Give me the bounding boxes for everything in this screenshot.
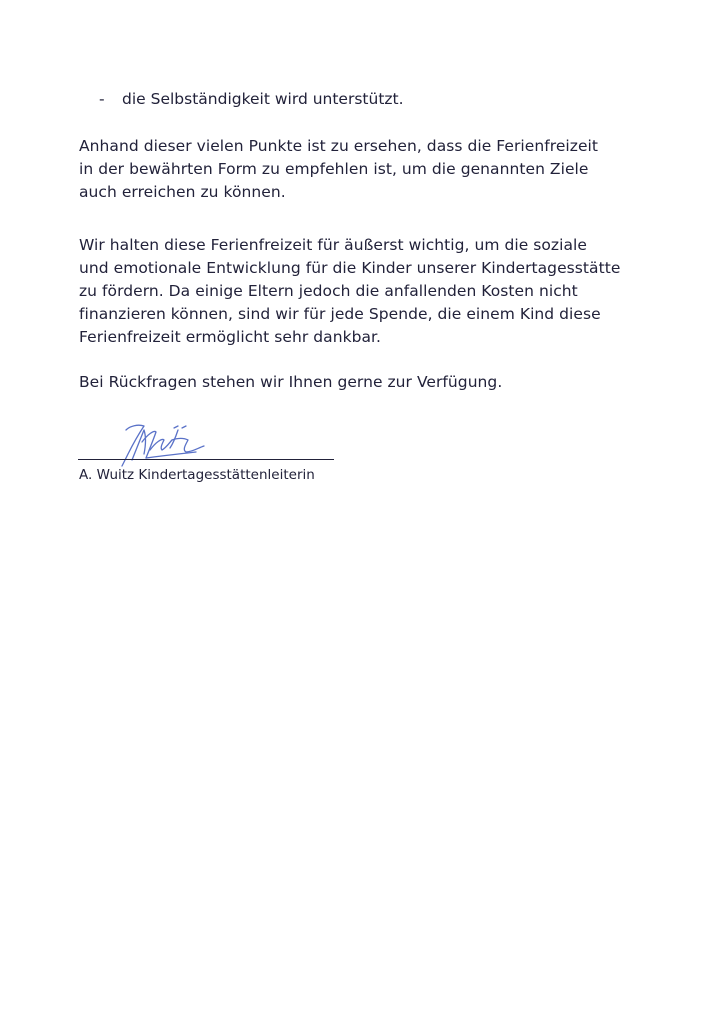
paragraph-line: Wir halten diese Ferienfreizeit für äußerst wichtig, um die soziale [79,236,587,254]
paragraph-line: und emotionale Entwicklung für die Kinder unserer Kindertagesstätte [79,259,621,277]
signature-caption: A. Wuitz Kindertagesstättenleiterin [79,467,315,483]
paragraph-line: Anhand dieser vielen Punkte ist zu ersehen, dass die Ferienfreizeit [79,137,599,155]
paragraph-line: Ferienfreizeit ermöglicht sehr dankbar. [79,328,382,346]
paragraph-line: finanzieren können, sind wir für jede Spende, die einem Kind diese [79,305,601,323]
bullet-dash: - [99,90,105,108]
signature-line [78,459,334,460]
paragraph-line: auch erreichen zu können. [79,183,286,201]
handwritten-signature [116,420,208,468]
paragraph-funding-request [79,234,620,349]
bullet-item-text: die Selbständigkeit wird unterstützt. [122,90,404,108]
paragraph-conclusion [79,135,598,204]
paragraph-line: Bei Rückfragen stehen wir Ihnen gerne zur Verfügung. [79,373,503,391]
paragraph-line: in der bewährten Form zu empfehlen ist, um die genannten Ziele [79,160,589,178]
paragraph-contact [79,371,502,394]
paragraph-line: zu fördern. Da einige Eltern jedoch die anfallenden Kosten nicht [79,282,578,300]
